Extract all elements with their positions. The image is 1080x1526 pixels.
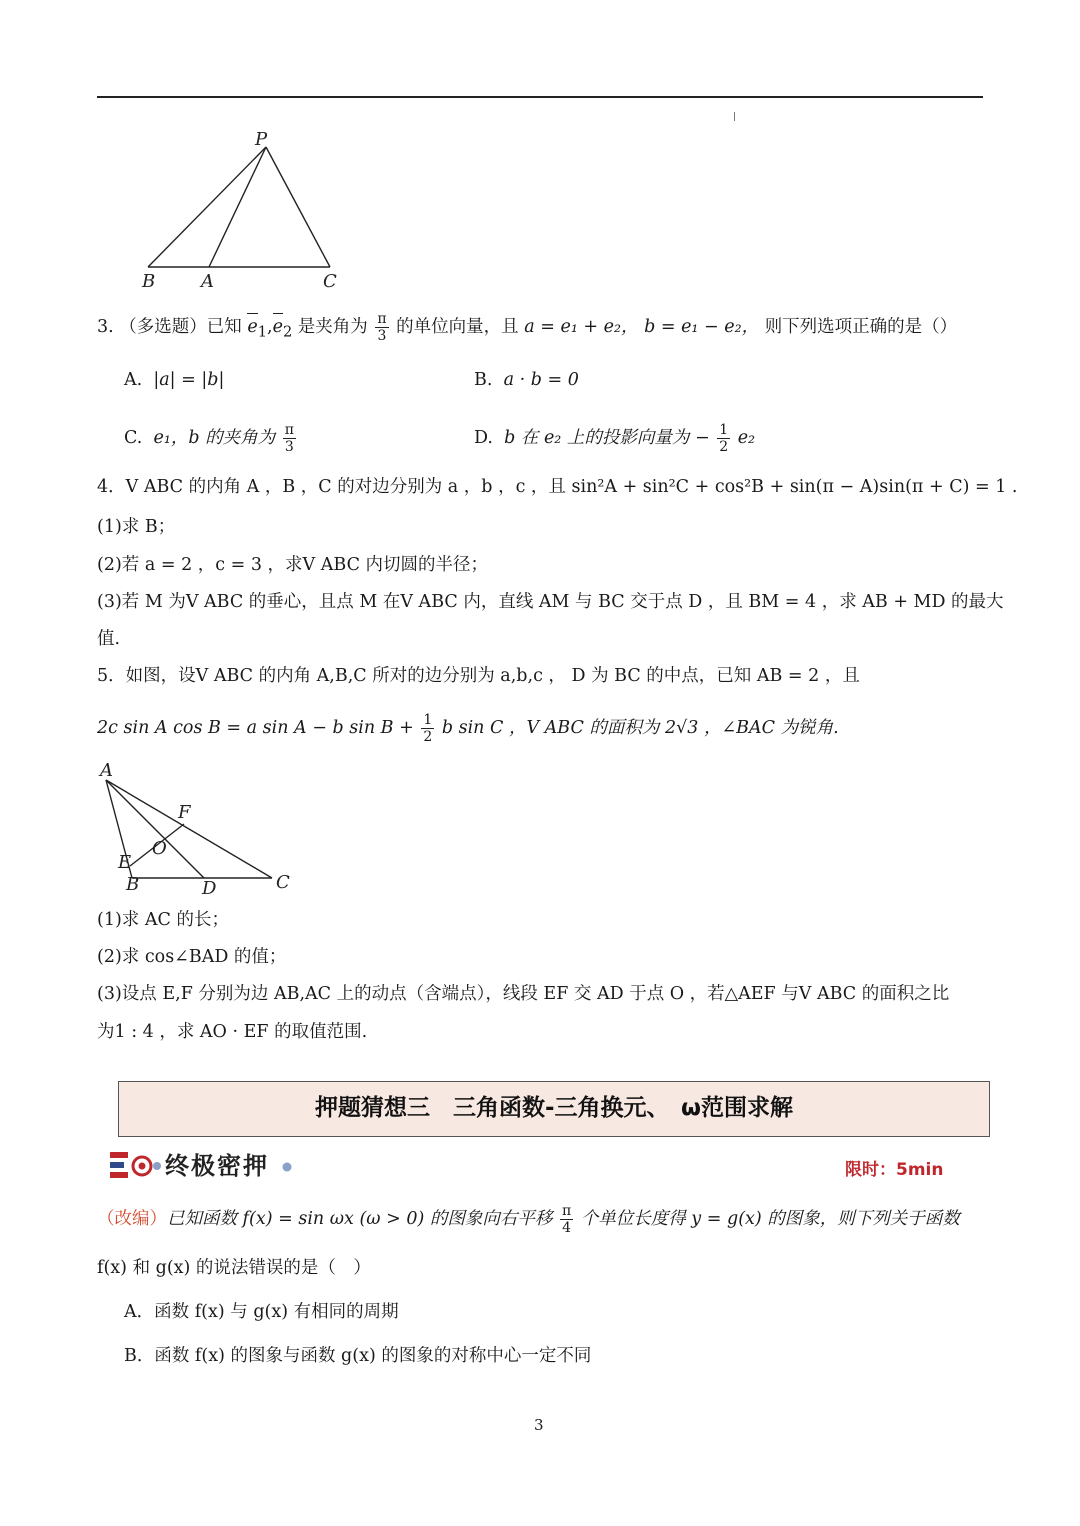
q3-stem: 3. （多选题）已知 $e_1,e_2$ 是夹角为 $\frac{\pi}{3}$ 的单位向量，且 a = e₁ + e₂， b = e₁ − e₂， 则下列选项正确的是（） bbox=[97, 311, 958, 344]
q5-stem-line1: 5．如图，设V ABC 的内角 A,B,C 所对的边分别为 a,b,c ， D 为 BC 的中点，已知 AB = 2 ，且 bbox=[97, 666, 860, 686]
label-B: B bbox=[126, 874, 140, 895]
q6-stem-line1: （改编）已知函数 f(x) = sin ωx (ω > 0) 的图象向右平移 $\frac{\pi}{4}$ 个单位长度得 y = g(x) 的图象，则下列关于函数 bbox=[97, 1203, 960, 1236]
figure-triangle-abc bbox=[92, 760, 302, 900]
header-rule bbox=[97, 96, 983, 98]
time-limit: 限时：5min bbox=[845, 1160, 944, 1180]
q5-part2: (2)求 cos∠BAD 的值； bbox=[97, 947, 287, 967]
label-O: O bbox=[152, 838, 167, 859]
label-D: D bbox=[202, 878, 217, 899]
q3-option-c: C. e₁，b 的夹角为 $\frac{\pi}{3}$ bbox=[124, 422, 294, 455]
q3-option-b: B. a · b = 0 bbox=[474, 370, 579, 390]
label-F: F bbox=[178, 802, 191, 823]
label-B: B bbox=[142, 271, 156, 292]
final-title: 终极密押 bbox=[165, 1151, 269, 1180]
q4-stem: 4．V ABC 的内角 A ，B ，C 的对边分别为 a ，b ，c ，且 sin²A + sin²C + cos²B + sin(π − A)sin(π + C) = 1 . bbox=[97, 477, 1018, 497]
figure-triangle-pbc bbox=[130, 125, 360, 295]
q3-option-d: D. b 在 e₂ 上的投影向量为 − $\frac{1}{2}$ e₂ bbox=[474, 422, 756, 455]
scan-mark bbox=[734, 112, 735, 121]
q4-part1: (1)求 B； bbox=[97, 517, 176, 537]
page-number: 3 bbox=[534, 1416, 544, 1434]
q4-part3-cont: 值. bbox=[97, 629, 121, 649]
q4-part3: (3)若 M 为V ABC 的垂心，且点 M 在V ABC 内，直线 AM 与 BC 交于点 D ，且 BM = 4 ，求 AB + MD 的最大 bbox=[97, 592, 1004, 612]
label-A: A bbox=[201, 271, 214, 292]
label-P: P bbox=[255, 129, 268, 150]
label-C: C bbox=[323, 271, 337, 292]
target-icon bbox=[108, 1148, 164, 1184]
label-C: C bbox=[276, 872, 290, 893]
q5-part1: (1)求 AC 的长； bbox=[97, 910, 229, 930]
q3-option-a: A. |a| = |b| bbox=[124, 370, 225, 390]
q5-part3-cont: 为1 : 4 ，求 AO · EF 的取值范围. bbox=[97, 1022, 368, 1042]
section-banner: 押题猜想三 三角函数-三角换元、 ω范围求解 bbox=[118, 1081, 990, 1137]
q5-part3: (3)设点 E,F 分别为边 AB,AC 上的动点（含端点），线段 EF 交 AD 于点 O ，若△AEF 与V ABC 的面积之比 bbox=[97, 984, 950, 1004]
q6-option-a: A．函数 f(x) 与 g(x) 有相同的周期 bbox=[124, 1302, 399, 1322]
q6-stem-line2: f(x) 和 g(x) 的说法错误的是（ ） bbox=[97, 1258, 371, 1278]
q6-option-b: B．函数 f(x) 的图象与函数 g(x) 的图象的对称中心一定不同 bbox=[124, 1346, 592, 1366]
bullet-dot-icon bbox=[281, 1161, 293, 1173]
q4-part2: (2)若 a = 2 ，c = 3 ，求V ABC 内切圆的半径； bbox=[97, 555, 489, 575]
frac-pi-3: $\frac{\pi}{3}$ bbox=[377, 311, 387, 344]
q5-stem-line2: 2c sin A cos B = a sin A − b sin B + $\frac{1}{2}$ b sin C ，V ABC 的面积为 2√3 ，∠BAC 为锐角. bbox=[97, 712, 839, 745]
label-E: E bbox=[118, 852, 132, 873]
label-A: A bbox=[100, 760, 113, 781]
adapted-tag: （改编） bbox=[97, 1209, 167, 1229]
